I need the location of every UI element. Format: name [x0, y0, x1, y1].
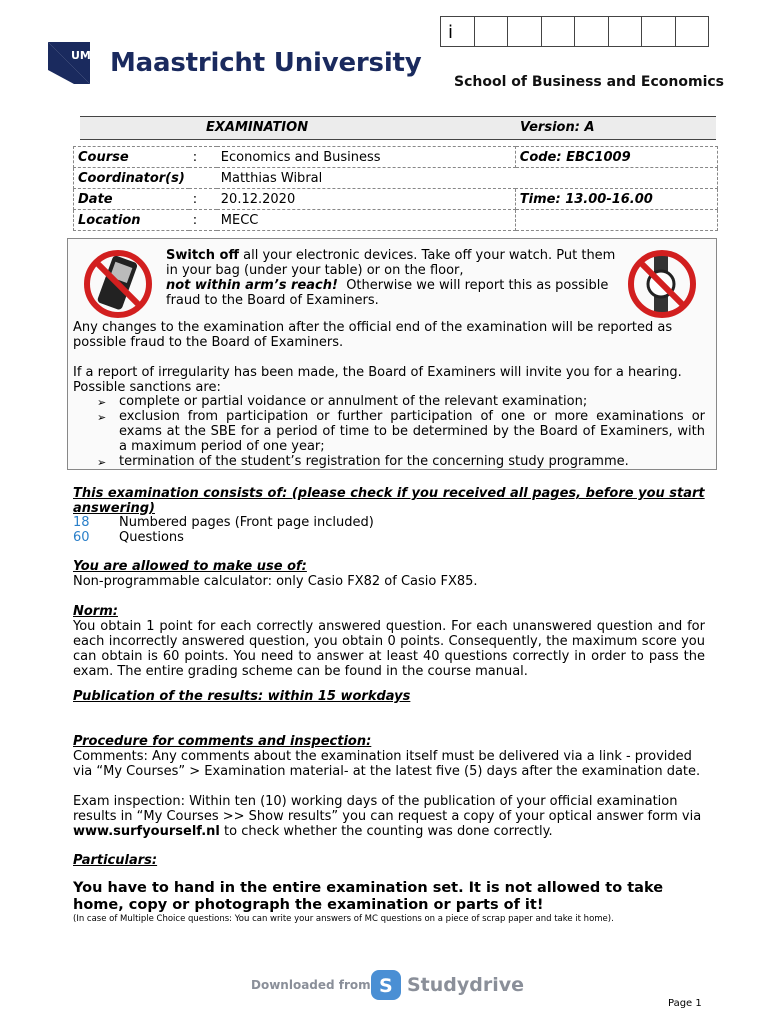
id-cell: [507, 16, 542, 47]
procedure-comments: Comments: Any comments about the examination itself must be delivered via a link - provided via “My Courses” > Examination material- at the latest five (5) days after the examination date.: [73, 749, 701, 779]
university-name: Maastricht University: [110, 48, 422, 78]
svg-text:S: S: [379, 975, 393, 997]
id-cell: [641, 16, 676, 47]
warning-emphasis: not within arm’s reach!: [166, 278, 338, 293]
surfyourself-link[interactable]: www.surfyourself.nl: [73, 824, 220, 839]
inspection-text: Exam inspection: Within ten (10) working days of the publication of your official examination results in “My Courses >> Show results” you can request a copy of your optical answer form via: [73, 794, 702, 824]
warning-line4: fraud to the Board of Examiners.: [166, 293, 379, 308]
no-phone-icon: [82, 248, 154, 320]
info-colon: :: [189, 210, 217, 231]
sanction-item: complete or partial voidance or annulment of the relevant examination;: [119, 394, 588, 409]
sanction-item: exclusion from participation or further participation of one or more examinations or exams at the SBE for a period of time to be determined by the Board of Examiners, with a maximum period of one year;: [119, 409, 705, 454]
university-logo-icon: [46, 40, 92, 86]
procedure-title: Procedure for comments and inspection:: [73, 734, 372, 749]
studydrive-logo-icon: [370, 969, 402, 1001]
info-extra: [515, 210, 717, 231]
info-value: 20.12.2020: [217, 189, 516, 210]
allowed-text: Non-programmable calculator: only Casio FX82 of Casio FX85.: [73, 574, 478, 589]
exam-title: EXAMINATION: [206, 120, 309, 135]
norm-title: Norm:: [73, 604, 118, 619]
course-info-table: [73, 146, 718, 231]
bullet-arrow-icon: ➢: [97, 396, 107, 409]
table-row: [74, 210, 718, 231]
particulars-title: Particulars:: [73, 853, 158, 868]
studydrive-brand[interactable]: Studydrive: [407, 974, 525, 996]
exam-version: Version: A: [520, 120, 595, 135]
warning-para-changes: Any changes to the examination after the official end of the examination will be reported as possible fraud to the Board of Examiners.: [73, 320, 673, 350]
bullet-arrow-icon: ➢: [97, 411, 107, 424]
id-cell: [574, 16, 609, 47]
info-colon: :: [189, 189, 217, 210]
consists-title: This examination consists of: (please check if you received all pages, before you start answering): [73, 486, 705, 516]
table-row: [74, 147, 718, 168]
info-value: Economics and Business: [217, 147, 516, 168]
pages-count: 18: [73, 515, 90, 530]
school-name: School of Business and Economics: [454, 74, 725, 90]
id-cell: [608, 16, 643, 47]
norm-text: You obtain 1 point for each correctly answered question. For each unanswered question and for each incorrectly answered question, you obtain 0 points. Consequently, the maximum score you can obtain is 60 points. You need to answer at least 40 questions correctly in order to pass the exam. The entire grading scheme can be found in the course manual.: [73, 619, 705, 679]
info-label: Coordinator(s): [74, 168, 189, 189]
id-cell: [541, 16, 576, 47]
info-extra: Code: EBC1009: [515, 147, 717, 168]
info-colon: :: [189, 147, 217, 168]
info-value: Matthias Wibral: [217, 168, 718, 189]
inspection-text-end: to check whether the counting was done correctly.: [224, 824, 553, 839]
info-label: Date: [74, 189, 189, 210]
questions-label: Questions: [119, 530, 184, 545]
particulars-note: (In case of Multiple Choice questions: You can write your answers of MC questions on a piece of scrap paper and take it home).: [73, 914, 614, 924]
info-value: MECC: [217, 210, 516, 231]
warning-line3: Otherwise we will report this as possible: [346, 278, 609, 293]
allowed-title: You are allowed to make use of:: [73, 559, 307, 574]
no-watch-icon: [626, 250, 698, 318]
warning-line2: in your bag (under your table) or on the floor,: [166, 263, 464, 278]
bullet-arrow-icon: ➢: [97, 456, 107, 469]
info-label: Location: [74, 210, 189, 231]
sanction-item: termination of the student’s registration for the concerning study programme.: [119, 454, 629, 469]
info-label: Course: [74, 147, 189, 168]
particulars-notice: You have to hand in the entire examination set. It is not allowed to take home, copy or photograph the examination or parts of it!: [73, 880, 664, 913]
table-row: [74, 168, 718, 189]
exam-title-bar: [80, 116, 716, 140]
warning-line1: all your electronic devices. Take off your watch. Put them: [243, 248, 616, 263]
publication-title: Publication of the results: within 15 workdays: [73, 689, 411, 704]
info-extra: Time: 13.00-16.00: [515, 189, 717, 210]
student-id-boxes: [441, 16, 709, 47]
pages-label: Numbered pages (Front page included): [119, 515, 374, 530]
downloaded-from: Downloaded from: [251, 978, 371, 992]
id-cell: [675, 16, 710, 47]
logo-mark: UM: [71, 49, 91, 62]
switch-off-label: Switch off: [166, 248, 239, 263]
warning-para-irregularity: If a report of irregularity has been made, the Board of Examiners will invite you for a hearing. Possible sanctions are:: [73, 365, 682, 395]
page-number: Page 1: [668, 998, 702, 1009]
questions-count: 60: [73, 530, 90, 545]
id-cell: i: [440, 16, 475, 47]
table-row: [74, 189, 718, 210]
id-cell: [474, 16, 509, 47]
info-colon: [189, 168, 217, 189]
